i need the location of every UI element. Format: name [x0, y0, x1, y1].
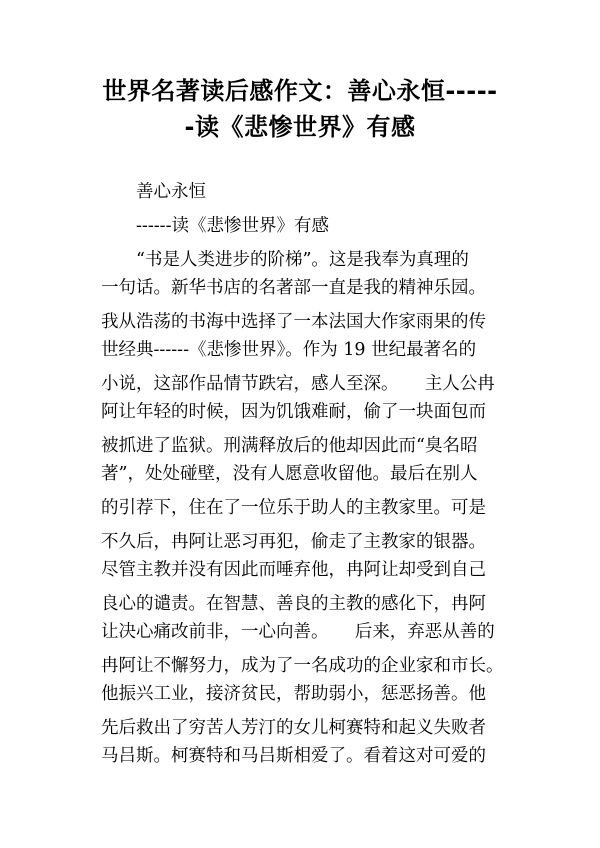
paragraph-line: 让决心痛改前非，一心向善。 后来，弃恶从善的	[101, 622, 495, 642]
paragraph-line: 的引荐下，住在了一位乐于助人的主教家里。可是	[101, 498, 486, 518]
paragraph-line: 冉阿让不懈努力，成为了一名成功的企业家和市长。	[101, 656, 504, 676]
paragraph-line: 尽管主教并没有因此而唾弃他，冉阿让却受到自己	[101, 560, 486, 580]
paragraph-line: 世经典------《悲惨世界》。作为 19 世纪最著名的	[101, 340, 477, 360]
paragraph-line: 小说，这部作品情节跌宕，感人至深。 主人公冉	[101, 374, 495, 394]
paragraph-line: 良心的谴责。在智慧、善良的主教的感化下，冉阿	[101, 594, 486, 614]
paragraph-line: 善心永恒	[101, 182, 206, 202]
paragraph-line: 不久后，冉阿让恶习再犯，偷走了主教家的银器。	[101, 532, 486, 552]
paragraph-line: 先后救出了穷苦人芳汀的女儿柯赛特和起义失败者	[101, 718, 486, 738]
paragraph-line: 我从浩荡的书海中选择了一本法国大作家雨果的传	[101, 312, 486, 332]
paragraph-line: “书是人类进步的阶梯”。这是我奉为真理的	[101, 250, 469, 270]
document-title-line-1: 世界名著读后感作文：善心永恒-----	[102, 77, 498, 105]
document-title-line-2: -读《悲惨世界》有感	[184, 113, 416, 141]
paragraph-line: 被抓进了监狱。刑满释放后的他却因此而“臭名昭	[101, 436, 478, 456]
paragraph-line: 著”，处处碰壁，没有人愿意收留他。最后在别人	[101, 464, 478, 484]
paragraph-line: 马吕斯。柯赛特和马吕斯相爱了。看着这对可爱的	[101, 746, 486, 766]
paragraph-line: 他振兴工业，接济贫民，帮助弱小，惩恶扬善。他	[101, 684, 486, 704]
paragraph-line: ------读《悲惨世界》有感	[101, 216, 329, 236]
paragraph-line: 一句话。新华书店的名著部一直是我的精神乐园。	[101, 278, 486, 298]
paragraph-line: 阿让年轻的时候，因为饥饿难耐，偷了一块面包而	[101, 402, 486, 422]
